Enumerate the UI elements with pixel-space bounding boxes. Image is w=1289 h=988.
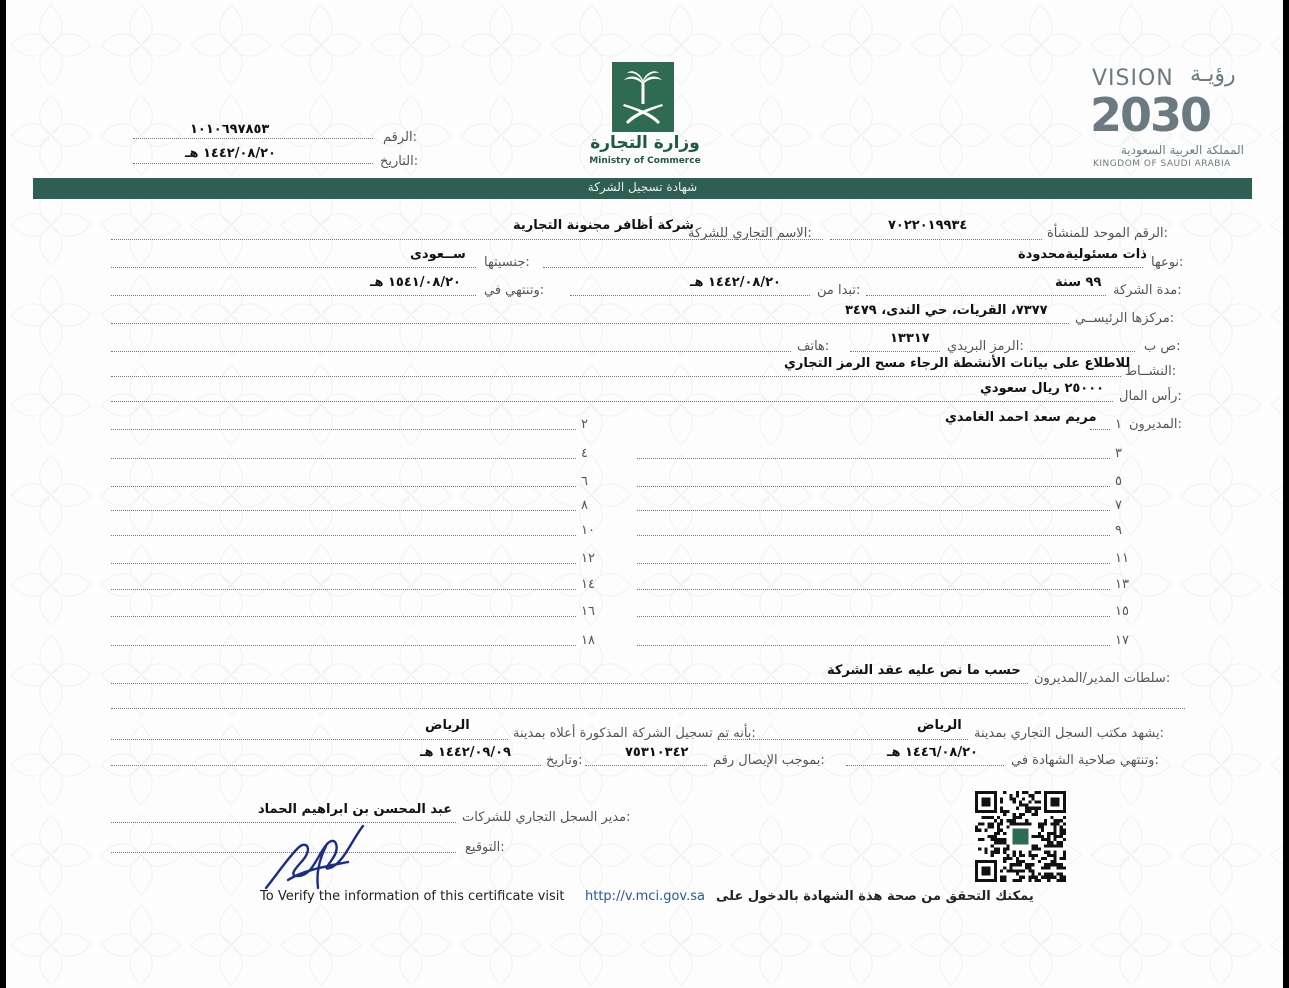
ministry-name-ar: وزارة التجارة: [590, 133, 700, 153]
dotted-line: [111, 376, 1121, 377]
verify-link[interactable]: http://v.mci.gov.sa: [585, 889, 705, 904]
manager-1-name: مريم سعد احمد الغامدي: [945, 410, 1097, 425]
manager-number-left: ٨: [581, 498, 588, 513]
manager-number-left: ١٠: [581, 523, 595, 538]
dotted-line: [637, 486, 1110, 487]
duration-label: مدة الشركة:: [1113, 283, 1182, 298]
dotted-line: [718, 739, 968, 740]
start-date-label: تبدا من:: [817, 283, 861, 298]
pobox-label: ص ب:: [1144, 339, 1181, 354]
validity-label: وتنتهي صلاحية الشهادة في:: [1011, 753, 1159, 768]
dotted-line: [637, 616, 1110, 617]
manager-number-right: ١٧: [1115, 633, 1129, 648]
dotted-line: [637, 563, 1110, 564]
activity-value: للاطلاع على بيانات الأنشطة الرجاء مسح الرمز التجاري: [784, 356, 1131, 371]
receipt-value: ٧٥٣١٠٣٤٢: [625, 745, 689, 760]
dotted-line: [133, 138, 373, 139]
trade-name-label: الاسم التجاري للشركة:: [688, 226, 812, 241]
dotted-line: [111, 535, 576, 536]
headquarters-label: مركزها الرئيســي:: [1075, 311, 1175, 326]
dotted-line: [111, 645, 576, 646]
receipt-label: بموجب الإيصال رقم:: [713, 753, 825, 768]
dotted-line: [111, 401, 1113, 402]
kingdom-name-ar: المملكة العربية السعودية: [1120, 143, 1244, 157]
capital-value: ٢٥٠٠٠ ريال سعودي: [980, 381, 1105, 396]
registered-city-value: الرياض: [425, 718, 470, 733]
manager-number-left: ٦: [581, 474, 588, 489]
dotted-line: [111, 683, 1028, 684]
dotted-line: [637, 589, 1110, 590]
duration-value: ٩٩ سنة: [1055, 275, 1102, 290]
dotted-line: [111, 429, 576, 430]
manager-number-left: ١٤: [581, 577, 595, 592]
vision-word: VISION: [1092, 66, 1174, 91]
authority-label: سلطات المدير/المديرون:: [1034, 671, 1171, 686]
unified-number-value: ٧٠٢٢٠١٩٩٣٤: [888, 218, 968, 233]
dotted-line: [111, 458, 576, 459]
authority-value: حسب ما نص عليه عقد الشركة: [827, 663, 1021, 678]
manager-number-left: ٢: [581, 417, 588, 432]
dotted-line: [637, 458, 1110, 459]
dotted-line: [850, 351, 940, 352]
receipt-date-label: وتاريخ:: [546, 753, 583, 768]
end-date-value: ١٥٤١/٠٨/٢٠ هـ: [370, 275, 461, 290]
dotted-line: [111, 239, 823, 240]
registry-manager-label: مدير السجل التجاري للشركات:: [462, 810, 631, 825]
dotted-line: [111, 708, 1185, 709]
nationality-label: جنسيتها:: [484, 255, 530, 270]
start-date-value: ١٤٤٢/٠٨/٢٠ هـ: [690, 275, 781, 290]
dotted-line: [111, 765, 541, 766]
dotted-line: [846, 765, 1004, 766]
office-city-value: الرياض: [917, 718, 962, 733]
qr-code-icon: [975, 791, 1066, 882]
handwritten-signature: [258, 818, 378, 898]
manager-number-right: ١١: [1115, 551, 1129, 566]
activity-label: النشــاط:: [1125, 364, 1177, 379]
dotted-line: [866, 295, 1106, 296]
dotted-line: [111, 267, 476, 268]
verify-text-en: To Verify the information of this certificate visit: [260, 889, 565, 904]
manager-number-left: ١٦: [581, 604, 595, 619]
dotted-line: [1090, 429, 1110, 430]
signature-label: التوقيع:: [465, 840, 505, 855]
manager-number-left: ١٨: [581, 633, 595, 648]
postal-code-label: الرمز البريدي:: [947, 339, 1024, 354]
dotted-line: [585, 765, 707, 766]
capital-label: رأس المال:: [1119, 389, 1182, 404]
dotted-line: [111, 739, 508, 740]
manager-number-right: ٥: [1115, 474, 1122, 489]
phone-label: هاتف:: [797, 339, 830, 354]
manager-number-right: ٩: [1115, 523, 1122, 538]
right-border: [1283, 0, 1289, 988]
registered-city-label: بأنه تم تسجيل الشركة المذكورة أعلاه بمدينة:: [513, 726, 756, 741]
ministry-emblem-icon: [600, 60, 686, 134]
dotted-line: [111, 616, 576, 617]
dotted-line: [133, 163, 373, 164]
dotted-line: [111, 589, 576, 590]
manager-number-left: ٤: [581, 446, 588, 461]
receipt-date-value: ١٤٤٢/٠٩/٠٩ هـ: [420, 745, 511, 760]
vision-year: 2030: [1090, 88, 1211, 142]
vision-word-ar: رؤيـة: [1190, 62, 1236, 87]
company-type-label: نوعها:: [1151, 255, 1184, 270]
manager-number-left: ١٢: [581, 551, 595, 566]
dotted-line: [637, 510, 1110, 511]
dotted-line: [111, 323, 1069, 324]
dotted-line: [637, 535, 1110, 536]
end-date-label: وتنتهي في:: [484, 283, 545, 298]
number-label: الرقم:: [383, 130, 418, 145]
managers-label: المديرون:: [1129, 417, 1182, 432]
date-label: التاريخ:: [380, 154, 419, 169]
dotted-line: [543, 267, 1143, 268]
dotted-line: [1030, 351, 1135, 352]
dotted-line: [637, 645, 1110, 646]
manager-number-right: ٧: [1115, 498, 1122, 513]
ministry-name-en: Ministry of Commerce: [589, 156, 701, 166]
dotted-line: [570, 295, 810, 296]
kingdom-name-en: KINGDOM OF SAUDI ARABIA: [1093, 159, 1231, 169]
dotted-line: [111, 563, 576, 564]
dotted-line: [111, 510, 576, 511]
manager-number-right: ١٥: [1115, 604, 1129, 619]
number-value: ١٠١٠٦٩٧٨٥٣: [190, 122, 270, 137]
nationality-value: ســعودى: [410, 247, 466, 262]
dotted-line: [111, 486, 576, 487]
postal-code-value: ١٣٣١٧: [890, 331, 930, 346]
verify-text-ar: يمكنك التحقق من صحة هذة الشهادة بالدخول على: [716, 889, 1034, 904]
date-value: ١٤٤٢/٠٨/٢٠ هـ: [185, 146, 276, 161]
dotted-line: [111, 295, 476, 296]
registry-manager-name: عبد المحسن بن ابراهيم الحماد: [258, 802, 453, 817]
company-type-value: ذات مسئوليةمحدودة: [1018, 247, 1147, 262]
office-city-label: يشهد مكتب السجل التجاري بمدينة:: [974, 726, 1164, 741]
dotted-line: [830, 239, 1042, 240]
manager-number-right: ٣: [1115, 446, 1122, 461]
unified-number-label: الرقم الموحد للمنشأة:: [1047, 226, 1169, 241]
certificate-title: شهادة تسجيل الشركة: [587, 180, 698, 194]
trade-name-value: شركة أظافر مجنونة التجارية: [513, 218, 694, 233]
dotted-line: [111, 351, 791, 352]
headquarters-value: ٧٣٧٧، القريات، حي الندى، ٣٤٧٩: [845, 303, 1048, 318]
manager-number-right: ١٣: [1115, 577, 1129, 592]
manager-number-right: ١: [1115, 417, 1122, 432]
validity-value: ١٤٤٦/٠٨/٢٠ هـ: [887, 745, 978, 760]
